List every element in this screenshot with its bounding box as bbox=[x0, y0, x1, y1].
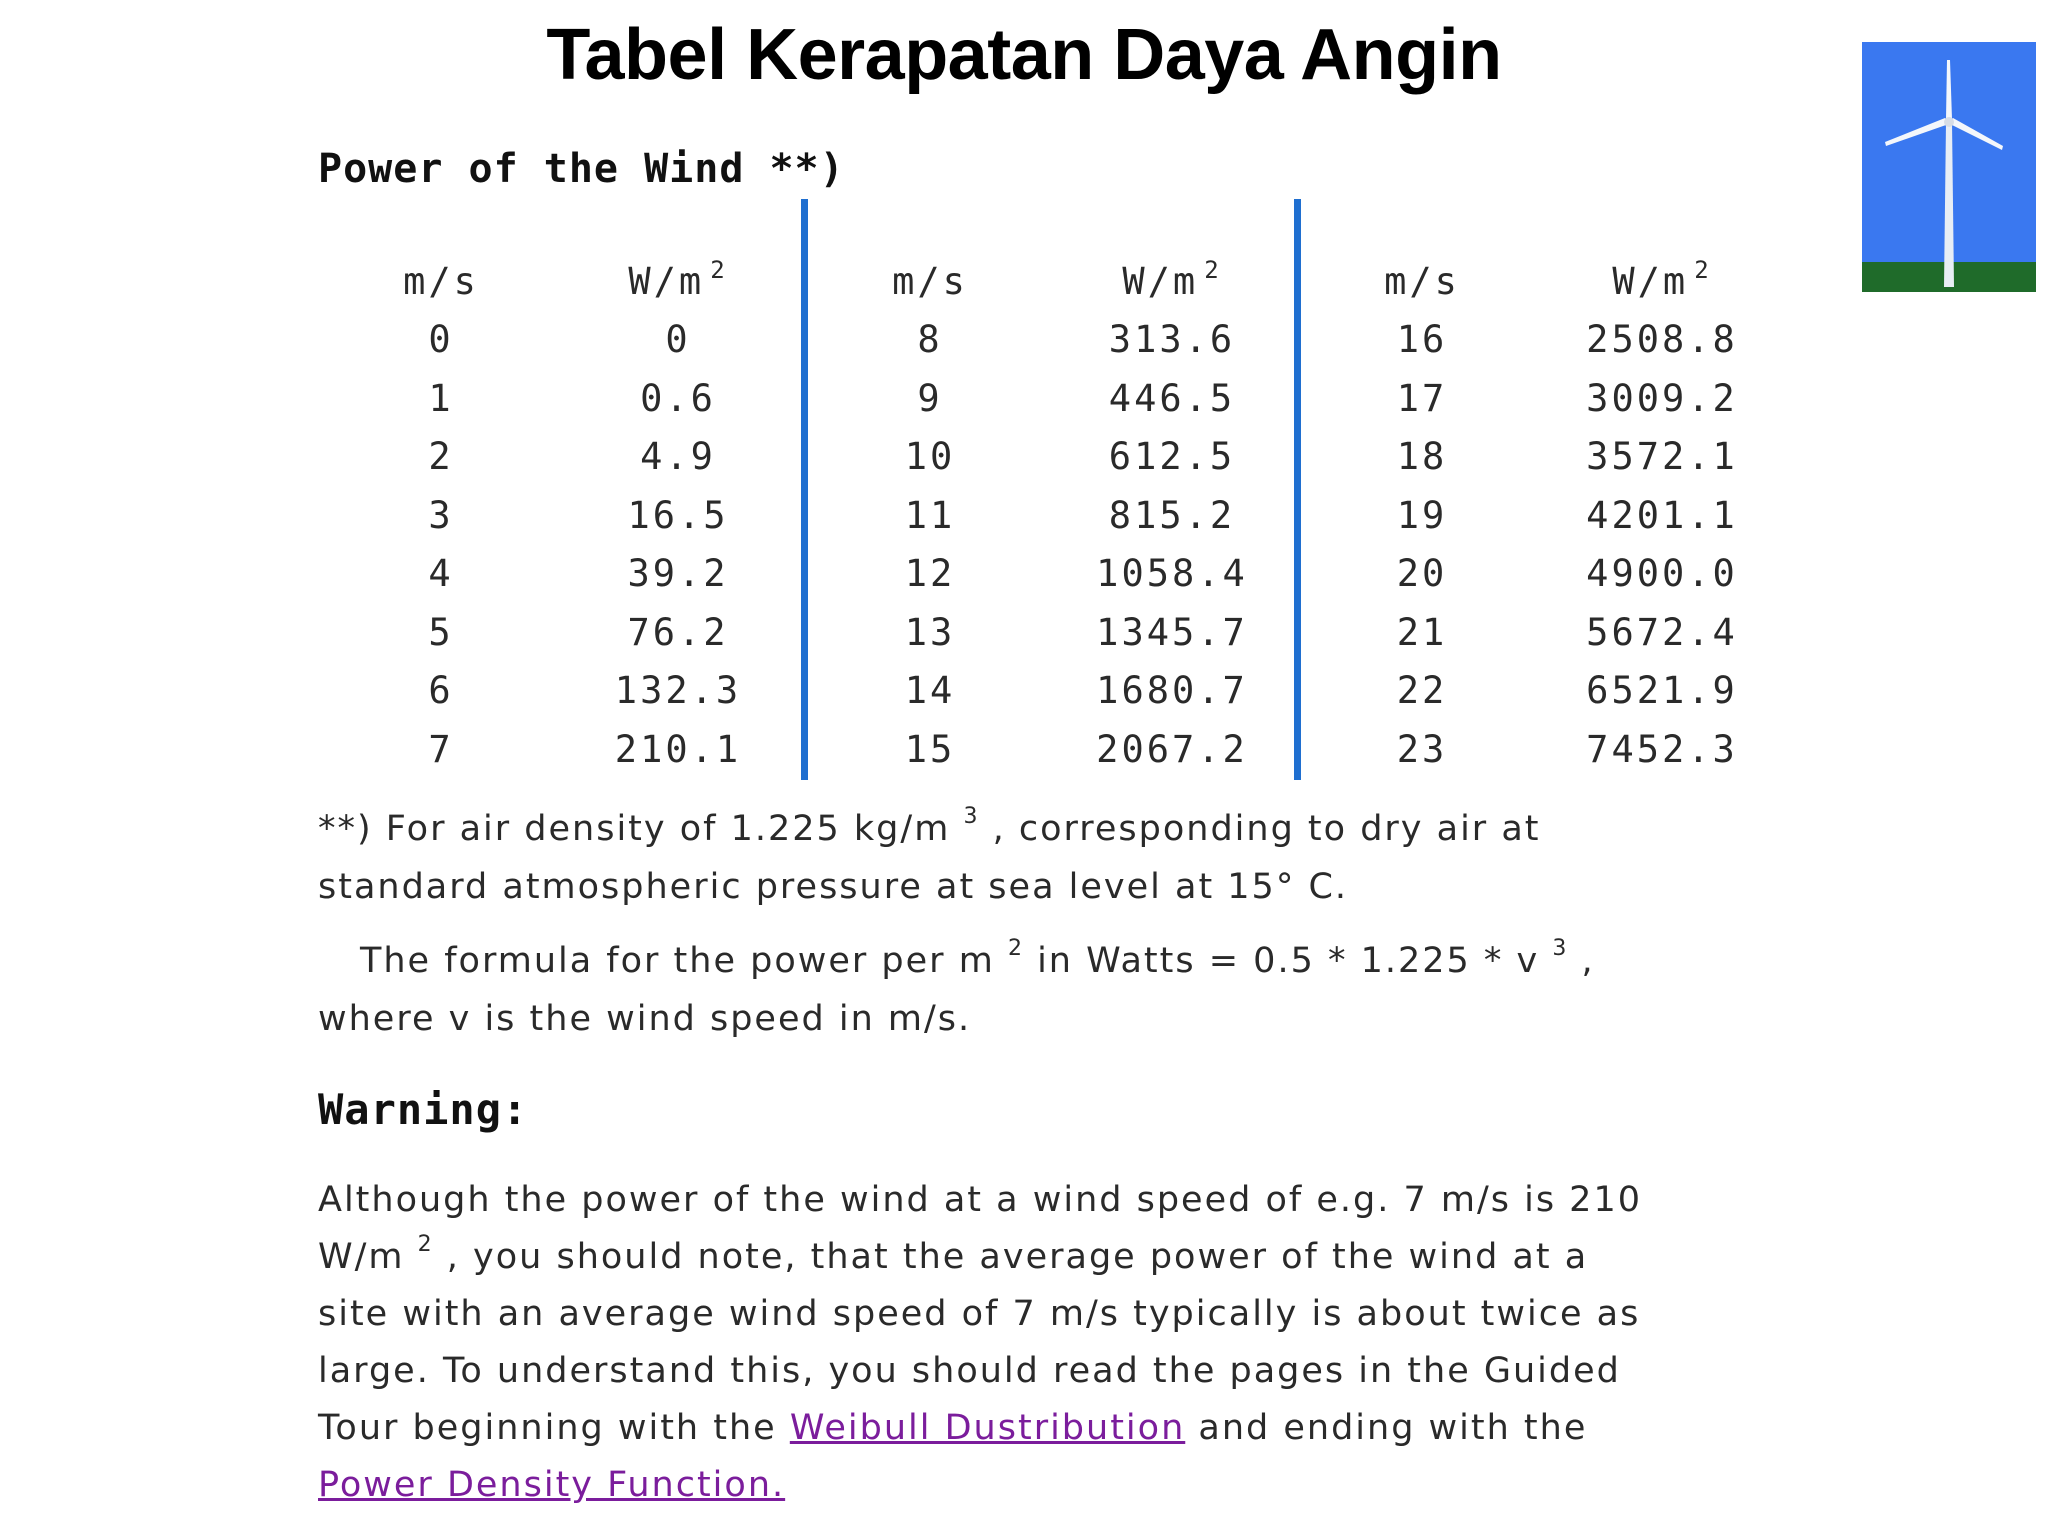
table-cell-power: 3572.1 bbox=[1586, 435, 1738, 478]
table-cell-power: 4900.0 bbox=[1586, 552, 1738, 595]
table-cell-speed: 4 bbox=[428, 552, 454, 595]
table-cell-speed: 1 bbox=[428, 376, 454, 420]
table-cell-speed: 10 bbox=[904, 435, 956, 478]
table-cell-power: 210.1 bbox=[614, 727, 742, 771]
table-cell-power: 2067.2 bbox=[1096, 727, 1248, 771]
table-cell-power: 1058.4 bbox=[1096, 552, 1248, 595]
table-cell-speed: 9 bbox=[917, 376, 943, 420]
column-header-ms: m/s bbox=[1384, 260, 1460, 303]
table-cell-power: 4201.1 bbox=[1586, 493, 1738, 537]
table-cell-power: 7452.3 bbox=[1586, 727, 1738, 771]
table-cell-power: 39.2 bbox=[627, 552, 729, 595]
table-cell-power: 1680.7 bbox=[1096, 669, 1248, 712]
table-cell-speed: 18 bbox=[1396, 435, 1448, 478]
slide-title: Tabel Kerapatan Daya Angin bbox=[546, 15, 1502, 95]
table-cell-power: 313.6 bbox=[1108, 318, 1236, 361]
table-cell-speed: 20 bbox=[1396, 552, 1448, 595]
table-cell-power: 1345.7 bbox=[1096, 610, 1248, 654]
table-cell-speed: 14 bbox=[904, 669, 956, 712]
table-cell-power: 16.5 bbox=[627, 493, 729, 537]
column-divider bbox=[801, 199, 808, 780]
table-cell-speed: 23 bbox=[1396, 727, 1448, 771]
column-header-wm: W/m $^2$ bbox=[1612, 256, 1712, 303]
table-cell-speed: 2 bbox=[428, 435, 454, 478]
table-cell-power: 446.5 bbox=[1108, 376, 1236, 420]
table-cell-speed: 21 bbox=[1396, 610, 1448, 654]
table-cell-power: 4.9 bbox=[640, 435, 716, 478]
table-cell-power: 76.2 bbox=[627, 610, 729, 654]
table-cell-speed: 22 bbox=[1396, 669, 1448, 712]
table-cell-power: 3009.2 bbox=[1586, 376, 1738, 420]
table-cell-speed: 16 bbox=[1396, 318, 1448, 361]
wind-turbine-icon bbox=[1862, 42, 2036, 292]
table-cell-power: 5672.4 bbox=[1586, 610, 1738, 654]
warning-text: Although the power of the wind at a wind speed of e.g. 7 m/s is 210 W/m $^2$ , you should note, that the average power of the wind at a site with an average wind speed of 7 m/s typically is about twice as large. To understand this, you should read the pages in the Guided Tour beginning with the Weibull Dustribution and ending with the Power Density Function. bbox=[318, 1180, 1642, 1505]
table-cell-speed: 11 bbox=[904, 493, 956, 537]
formula-note: The formula for the power per m $^2$ in Watts = 0.5 * 1.225 * v $^3$ , where v is the wind speed in m/s. bbox=[318, 936, 1595, 1039]
column-header-ms: m/s bbox=[403, 260, 479, 303]
weibull-distribution-link[interactable]: Weibull Dustribution bbox=[789, 1408, 1186, 1448]
table-cell-power: 0 bbox=[665, 318, 691, 361]
warning-heading: Warning: bbox=[318, 1085, 529, 1134]
table-cell-power: 6521.9 bbox=[1586, 669, 1738, 712]
table-cell-power: 815.2 bbox=[1108, 493, 1236, 537]
table-cell-power: 612.5 bbox=[1108, 435, 1236, 478]
table-cell-speed: 19 bbox=[1396, 493, 1448, 537]
footnote: **) For air density of 1.225 kg/m $^3$ , corresponding to dry air at standard atmospheric pressure at sea level at 15° C. bbox=[318, 804, 1541, 907]
table-cell-speed: 17 bbox=[1396, 376, 1448, 420]
table-cell-power: 2508.8 bbox=[1586, 318, 1738, 361]
column-header-wm: W/m $^2$ bbox=[628, 256, 728, 303]
wind-turbine-image bbox=[1862, 42, 2036, 292]
table-cell-speed: 15 bbox=[904, 727, 956, 771]
table-cell-power: 0.6 bbox=[640, 376, 716, 420]
table-cell-speed: 13 bbox=[904, 610, 956, 654]
table-cell-speed: 6 bbox=[428, 669, 454, 712]
table-subtitle: Power of the Wind **) bbox=[318, 146, 845, 192]
table-cell-speed: 8 bbox=[917, 318, 943, 361]
power-density-function-link[interactable]: Power Density Function. bbox=[318, 1465, 786, 1505]
column-header-ms: m/s bbox=[892, 260, 968, 303]
table-cell-speed: 3 bbox=[428, 493, 454, 537]
table-cell-speed: 0 bbox=[428, 318, 454, 361]
table-cell-speed: 12 bbox=[904, 552, 956, 595]
table-cell-power: 132.3 bbox=[614, 669, 742, 712]
column-divider bbox=[1294, 199, 1301, 780]
column-header-wm: W/m $^2$ bbox=[1122, 256, 1222, 303]
table-cell-speed: 7 bbox=[428, 727, 454, 771]
table-cell-speed: 5 bbox=[428, 610, 454, 654]
